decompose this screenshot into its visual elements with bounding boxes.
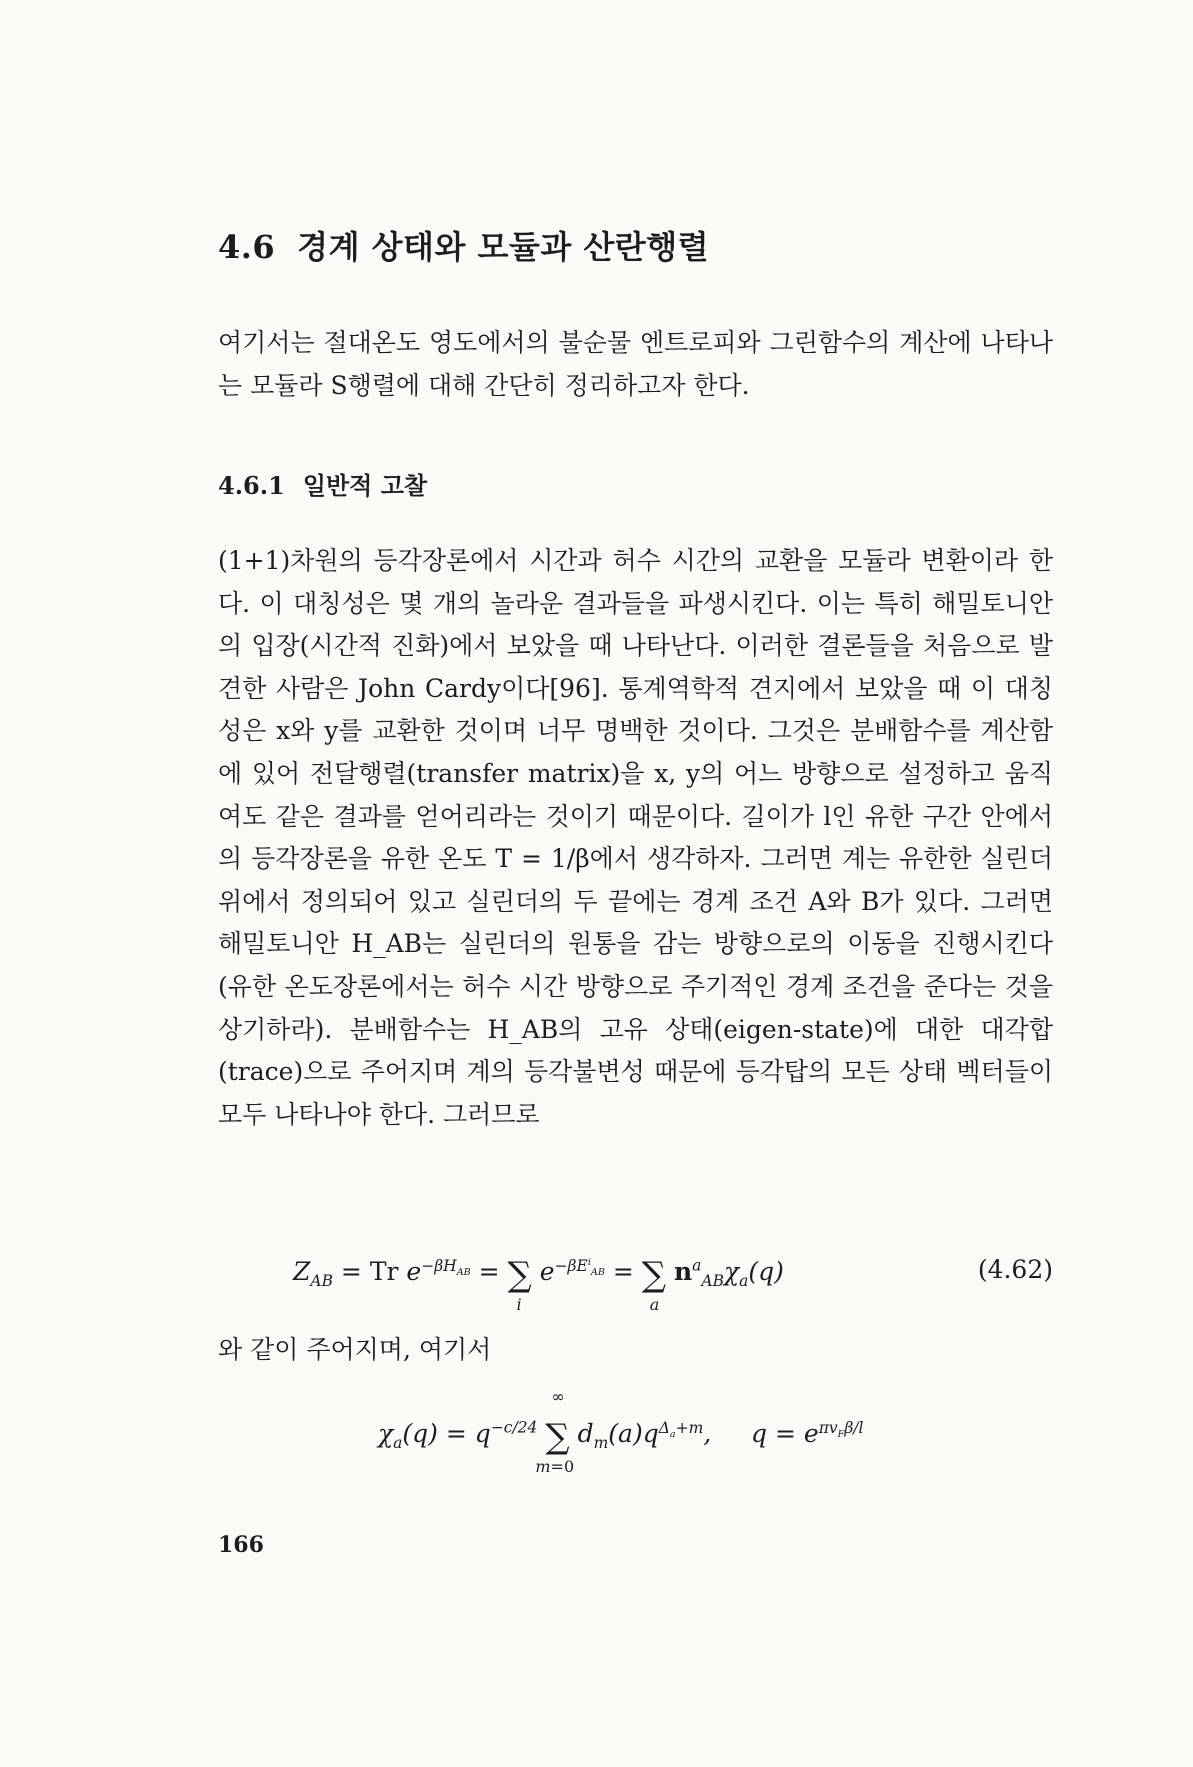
subsection-title: 일반적 고찰 <box>302 471 428 500</box>
subsection-number: 4.6.1 <box>218 471 285 500</box>
intro-paragraph: 여기서는 절대온도 영도에서의 불순물 엔트로피와 그린함수의 계산에 나타나는 모듈라 S행렬에 대해 간단히 정리하고자 한다. <box>218 328 1053 400</box>
section-heading <box>218 222 1053 268</box>
character-equation-expression: $\chi_a(q) = q^{-c/24}$ ∞ ∑ m=0 $d_m(a)q^{\Delta_a+m}$, $q = e^{\pi v_F\beta/l}$ <box>378 1387 864 1476</box>
equation-4-62 <box>218 1255 1053 1315</box>
main-paragraph: (1+1)차원의 등각장론에서 시간과 허수 시간의 교환을 모듈라 변환이라 한다. 이 대칭성은 몇 개의 놀라운 결과들을 파생시킨다. 이는 특히 해밀토니안의 입장(시간적 진화)에서 보았을 때 나타난다. 이러한 결론들을 처음으로 발견한 사람은 John Cardy이다[96]. 통계역학적 견지에서 보았을 때 이 대칭성은 x와 y를 교환한 것이며 너무 명백한 것이다. 그것은 분배함수를 계산함에 있어 전달행렬(transfer matrix)을 x, y의 어느 방향으로 설정하고 움직여도 같은 결과를 얻어리라는 것이기 때문이다. 길이가 l인 유한 구간 안에서의 등각장론을 유한 온도 T = 1/β에서 생각하자. 그러면 계는 유한한 실린더 위에서 정의되어 있고 실린더의 두 끝에는 경계 조건 A와 B가 있다. 그러면 해밀토니안 H_AB는 실린더의 원통을 감는 방향으로의 이동을 진행시킨다(유한 온도장론에서는 허수 시간 방향으로 주기적인 경계 조건을 준다는 것을 상기하라). 분배함수는 H_AB의 고유 상태(eigen-state)에 대한 대각합(trace)으로 주어지며 계의 등각불변성 때문에 등각탑의 모든 상태 벡터들이 모두 나타나야 한다. 그러므로 <box>218 546 1053 1129</box>
equation-number: (4.62) <box>977 1255 1053 1284</box>
section-number: 4.6 <box>218 228 276 266</box>
character-equation <box>218 1385 1053 1495</box>
continuation-text: 와 같이 주어지며, 여기서 <box>218 1335 492 1364</box>
equation-4-62-expression: $Z_{AB} = Tr$ $e^{-\beta H_{AB}}$ = ∑ i $e^{-\beta E^i_{AB}}$ = ∑ a $n^a_{AB}\chi_a(q)$ <box>293 1255 784 1314</box>
subsection-heading <box>218 466 1053 501</box>
page-number: 166 <box>218 1532 264 1558</box>
section-title: 경계 상태와 모듈과 산란행렬 <box>297 228 710 266</box>
